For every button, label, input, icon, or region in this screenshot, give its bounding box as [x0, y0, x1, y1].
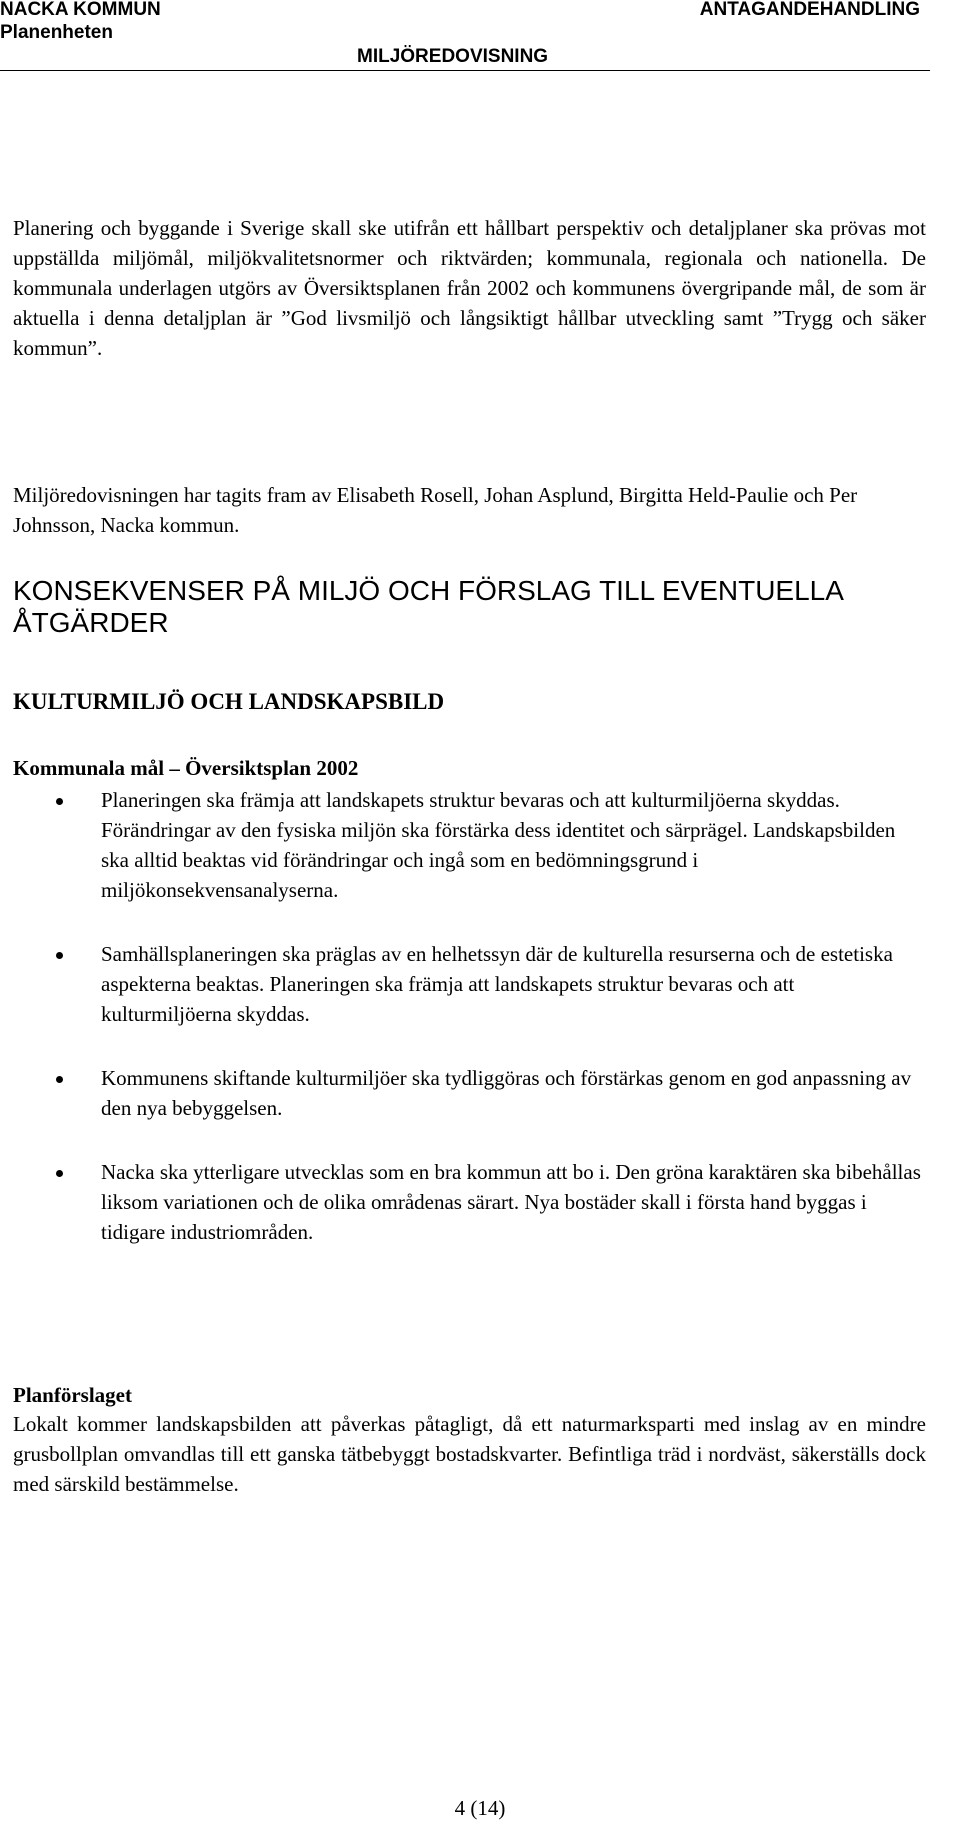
list-item: [0, 939, 921, 1029]
list-item: [0, 1157, 921, 1247]
goals-heading: Kommunala mål – Översiktsplan 2002: [13, 756, 359, 780]
bullet-icon: [56, 952, 63, 959]
goals-list: [0, 785, 930, 1281]
intro-paragraph: Planering och byggande i Sverige skall ske utifrån ett hållbart perspektiv och detaljplaner ska prövas mot uppställda miljömål, miljökvalitetsnormer och riktvärden; kommunala, regionala och nationella. De kommunala underlagen utgörs av Översiktsplanen från 2002 och kommunens övergripande mål, de som är aktuella i denna detaljplan är ”God livsmiljö och långsiktigt hållbar utveckling samt ”Trygg och säker kommun”.: [13, 216, 926, 360]
credits-paragraph: Miljöredovisningen har tagits fram av Elisabeth Rosell, Johan Asplund, Birgitta Held-Paulie och Per Johnsson, Nacka kommun.: [13, 483, 858, 537]
page-header: [0, 0, 960, 74]
list-item: [0, 1063, 921, 1123]
list-item-text: Kommunens skiftande kulturmiljöer ska tydliggöras och förstärkas genom en god anpassning av den nya bebyggelsen.: [101, 1066, 912, 1120]
page-number: 4 (14): [454, 1796, 506, 1820]
bullet-icon: [56, 1076, 63, 1083]
document-type: ANTAGANDEHANDLING: [699, 0, 920, 20]
section-subheading: KULTURMILJÖ OCH LANDSKAPSBILD: [13, 689, 445, 714]
plan-paragraph: Lokalt kommer landskapsbilden att påverkas påtagligt, då ett naturmarksparti med inslag av en mindre grusbollplan omvandlas till ett ganska tätbebyggt bostadskvarter. Befintliga träd i nordväst, säkerställs dock med särskild bestämmelse.: [13, 1412, 926, 1496]
organization-name: NACKA KOMMUN: [0, 0, 161, 20]
document-title: MILJÖREDOVISNING: [357, 46, 549, 67]
list-item-text: Nacka ska ytterligare utvecklas som en bra kommun att bo i. Den gröna karaktären ska bibehållas liksom variationen och de olika områdenas särart. Nya bostäder skall i första hand byggas i tidigare industriområden.: [101, 1160, 921, 1244]
unit-name: Planenheten: [0, 22, 113, 43]
list-item-text: Samhällsplaneringen ska präglas av en helhetssyn där de kulturella resurserna och de estetiska aspekterna beaktas. Planeringen ska främja att landskapets struktur bevaras och att kulturmiljöerna skyddas.: [101, 942, 893, 1026]
bullet-icon: [56, 798, 63, 805]
section-title: KONSEKVENSER PÅ MILJÖ OCH FÖRSLAG TILL EVENTUELLA ÅTGÄRDER: [13, 575, 843, 638]
plan-heading: Planförslaget: [13, 1383, 132, 1407]
bullet-icon: [56, 1170, 63, 1177]
header-left: [0, 0, 161, 44]
header-divider: [0, 70, 930, 71]
list-item: [0, 785, 921, 905]
list-item-text: Planeringen ska främja att landskapets struktur bevaras och att kulturmiljöerna skyddas. Förändringar av den fysiska miljön ska förstärka dess identitet och särprägel. Landskapsbilden ska alltid beaktas vid förändringar och ingå som en bedömningsgrund i miljökonsekvensanalyserna.: [101, 788, 896, 902]
